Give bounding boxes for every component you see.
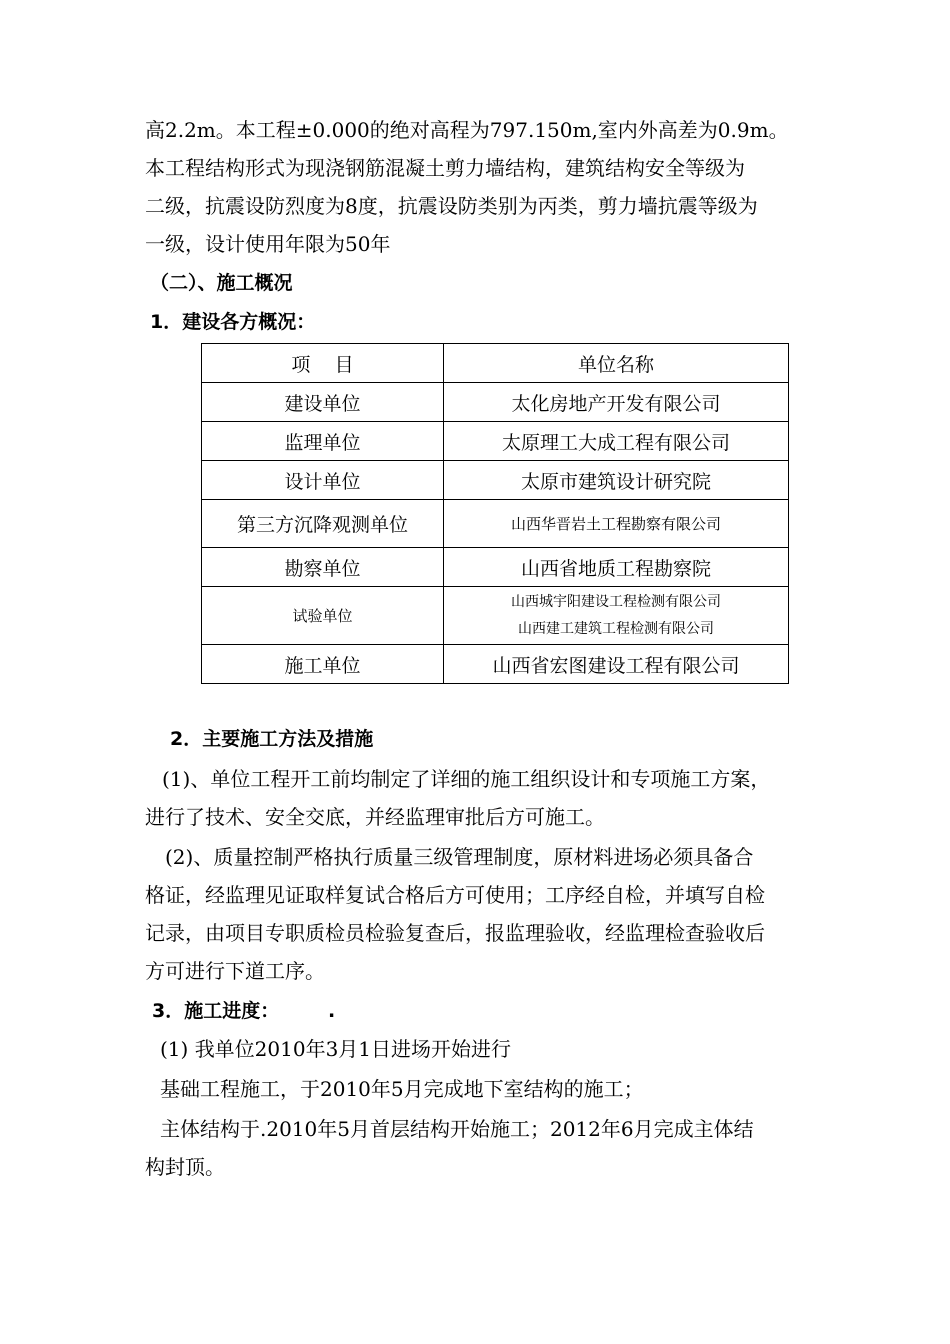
body-text-line: 记录，由项目专职质检员检验复查后，报监理验收，经监理检查验收后 [145,921,765,945]
table-cell-name: 太化房地产开发有限公司 [444,383,789,422]
table-cell-name: 山西省宏图建设工程有限公司 [444,645,789,684]
body-text-line: 基础工程施工，于2010年5月完成地下室结构的施工； [160,1077,644,1101]
table-cell-name: 山西省地质工程勘察院 [444,548,789,587]
table-cell-name: 太原市建筑设计研究院 [444,461,789,500]
table-row [202,383,789,422]
table-cell-item: 试验单位 [202,587,444,645]
body-text-line: (1)、单位工程开工前均制定了详细的施工组织设计和专项施工方案， [162,767,771,791]
parties-table [201,343,789,684]
table-row [202,461,789,500]
table-row [202,500,789,548]
body-text-line: 一级，设计使用年限为50年 [145,232,391,256]
table-cell-name-line: 山西城宇阳建设工程检测有限公司 [511,593,721,610]
table-cell-item: 监理单位 [202,422,444,461]
body-text-line: (1) 我单位2010年3月1日进场开始进行 [160,1037,512,1061]
table-cell-name [444,587,789,645]
body-text-line: 方可进行下道工序。 [145,959,325,983]
subsection-heading: 2．主要施工方法及措施 [170,728,374,750]
table-row [202,587,789,645]
table-header-name: 单位名称 [444,344,789,383]
stray-dot: . [328,1000,336,1022]
body-text-line: 进行了技术、安全交底，并经监理审批后方可施工。 [145,805,605,829]
table-header-item: 项 目 [202,344,444,383]
table-cell-name: 太原理工大成工程有限公司 [444,422,789,461]
subsection-heading: 3．施工进度： [152,1000,280,1022]
table-row [202,422,789,461]
table-row [202,645,789,684]
table-cell-name: 山西华晋岩土工程勘察有限公司 [444,500,789,548]
body-text-line: 二级，抗震设防烈度为8度，抗震设防类别为丙类，剪力墙抗震等级为 [145,194,758,218]
table-cell-name-line: 山西建工建筑工程检测有限公司 [518,620,714,637]
table-cell-item: 施工单位 [202,645,444,684]
body-text-line: 本工程结构形式为现浇钢筋混凝土剪力墙结构，建筑结构安全等级为 [145,156,745,180]
table-cell-item: 设计单位 [202,461,444,500]
body-text-line: 格证，经监理见证取样复试合格后方可使用；工序经自检，并填写自检 [145,883,765,907]
table-header-row [202,344,789,383]
section-heading: （二）、施工概况 [150,272,293,294]
table-cell-item: 第三方沉降观测单位 [202,500,444,548]
subsection-heading: 1．建设各方概况： [150,311,316,333]
body-text-line: 构封顶。 [145,1155,225,1179]
table-cell-item: 勘察单位 [202,548,444,587]
body-text-line: 高2.2m。本工程±0.000的绝对高程为797.150m,室内外高差为0.9m。 [145,118,789,142]
body-text-line: (2)、质量控制严格执行质量三级管理制度，原材料进场必须具备合 [165,845,754,869]
body-text-line: 主体结构于.2010年5月首层结构开始施工；2012年6月完成主体结 [160,1117,754,1141]
table-cell-item: 建设单位 [202,383,444,422]
table-row [202,548,789,587]
